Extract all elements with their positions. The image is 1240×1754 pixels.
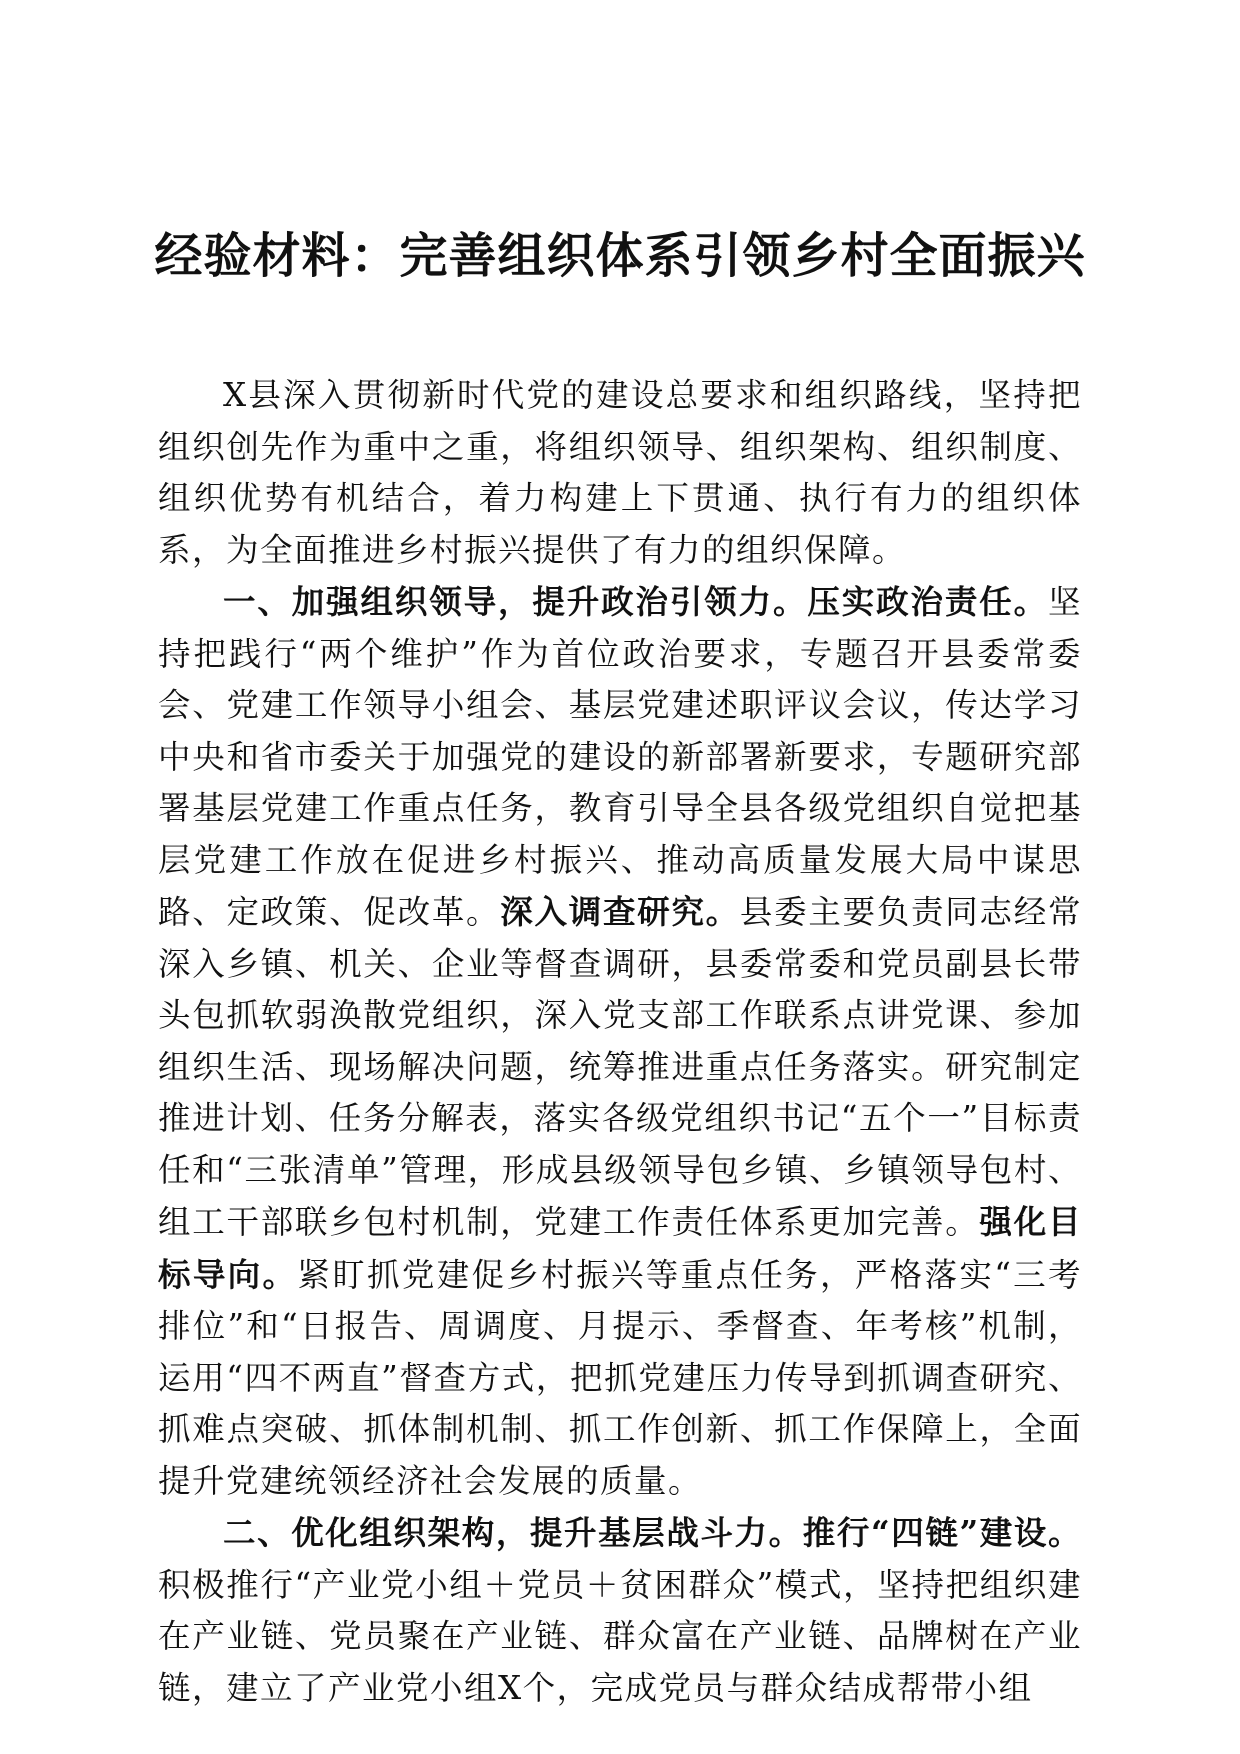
document-body xyxy=(158,370,1082,1714)
section-one-text-3: 紧盯抓党建促乡村振兴等重点任务，严格落实“三考排位”和“日报告、周调度、月提示、季督查、年考核”机制，运用“四不两直”督查方式，把抓党建压力传导到抓调查研究、抓难点突破、抓体制机制、抓工作创新、抓工作保障上，全面提升党建统领经济社会发展的质量。 xyxy=(158,1255,1082,1500)
section-one-subheading-3: 强化目标导向。 xyxy=(158,1202,1082,1294)
section-one-text-2: 县委主要负责同志经常深入乡镇、机关、企业等督查调研，县委常委和党员副县长带头包抓软弱涣散党组织，深入党支部工作联系点讲党课、参加组织生活、现场解决问题，统筹推进重点任务落实。研究制定推进计划、任务分解表，落实各级党组织书记“五个一”目标责任和“三张清单”管理，形成县级领导包乡镇、乡镇领导包村、组工干部联乡包村机制，党建工作责任体系更加完善。 xyxy=(158,893,1082,1241)
section-one-paragraph xyxy=(158,576,1082,1507)
section-two-paragraph xyxy=(158,1507,1082,1714)
intro-paragraph xyxy=(158,370,1082,576)
section-one-text-1: 坚持把践行“两个维护”作为首位政治要求，专题召开县委常委会、党建工作领导小组会、基层党建述职评议会议，传达学习中央和省市委关于加强党的建设的新部署新要求，专题研究部署基层党建工作重点任务，教育引导全县各级党组织自觉把基层党建工作放在促进乡村振兴、推动高质量发展大局中谋思路、定政策、促改革。 xyxy=(158,583,1082,931)
document-title: 经验材料：完善组织体系引领乡村全面振兴 xyxy=(154,228,1086,284)
intro-text: X县深入贯彻新时代党的建设总要求和组织路线，坚持把组织创先作为重中之重，将组织领导、组织架构、组织制度、组织优势有机结合，着力构建上下贯通、执行有力的组织体系，为全面推进乡村振兴提供了有力的组织保障。 xyxy=(158,376,1082,569)
section-one-heading: 一、加强组织领导，提升政治引领力。 xyxy=(223,582,808,621)
section-two-text-1: 积极推行“产业党小组＋党员＋贫困群众”模式，坚持把组织建在产业链、党员聚在产业链、群众富在产业链、品牌树在产业链，建立了产业党小组X个，完成党员与群众结成帮带小组 xyxy=(158,1565,1082,1707)
section-one-subheading-1: 压实政治责任。 xyxy=(807,582,1048,621)
section-two-subheading-1: 推行“四链”建设。 xyxy=(802,1513,1082,1552)
section-one-subheading-2: 深入调查研究。 xyxy=(500,892,740,931)
section-two-heading: 二、优化组织架构，提升基层战斗力。 xyxy=(223,1513,803,1552)
